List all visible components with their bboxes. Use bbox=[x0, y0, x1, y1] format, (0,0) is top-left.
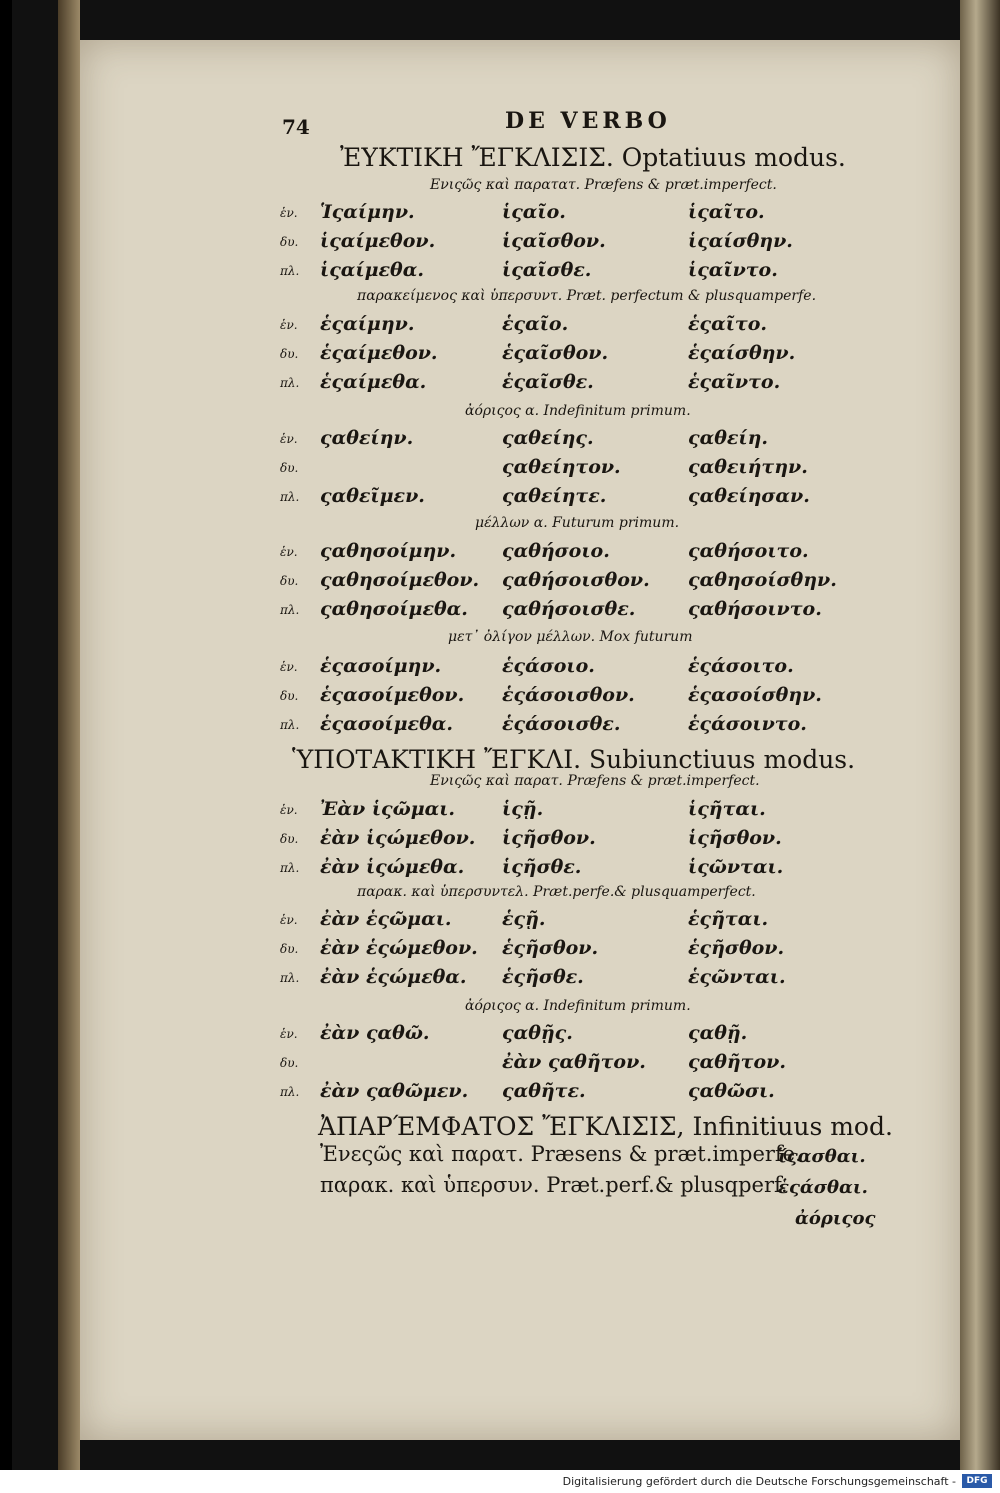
optative-row-label: ἑν. bbox=[280, 206, 298, 220]
subjunctive-form-cell: ἱςῶνται. bbox=[688, 856, 784, 878]
optative-form-cell: ἑςασοίμεθα. bbox=[320, 713, 453, 735]
subjunctive-subtitle: ἀόριςος α. Indefinitum primum. bbox=[465, 998, 691, 1014]
optative-form-cell: ἱςαῖσθον. bbox=[502, 230, 606, 252]
optative-row-label: δυ. bbox=[280, 347, 299, 361]
optative-row-label: δυ. bbox=[280, 574, 299, 588]
subjunctive-form-cell: ςαθῇς. bbox=[502, 1022, 573, 1044]
optative-row-label: πλ. bbox=[280, 264, 300, 278]
optative-form-cell: ςαθήσοιτο. bbox=[688, 540, 809, 562]
optative-form-cell: ἑςαῖντο. bbox=[688, 371, 781, 393]
optative-form-cell: ςαθήσοισθε. bbox=[502, 598, 636, 620]
optative-subtitle: Ενιςῶς καὶ παρατατ. Præfens & præt.imperfect. bbox=[430, 177, 777, 193]
optative-row-label: ἑν. bbox=[280, 545, 298, 559]
optative-form-cell: ςαθησοίμην. bbox=[320, 540, 457, 562]
optative-form-cell: ἑςαῖσθον. bbox=[502, 342, 609, 364]
optative-form-cell: ἑςαῖσθε. bbox=[502, 371, 594, 393]
optative-form-cell: ἑςάσοιο. bbox=[502, 655, 595, 677]
optative-form-cell: ἑςάσοιτο. bbox=[688, 655, 794, 677]
subjunctive-row-label: δυ. bbox=[280, 942, 299, 956]
optative-form-cell: ἱςαῖσθε. bbox=[502, 259, 592, 281]
page-number: 74 bbox=[282, 115, 310, 139]
optative-row-label: ἑν. bbox=[280, 432, 298, 446]
subjunctive-form-cell: ἱςῆσθον. bbox=[502, 827, 596, 849]
optative-form-cell: ςαθήσοιντο. bbox=[688, 598, 822, 620]
optative-form-cell: ςαθείης. bbox=[502, 427, 594, 449]
subjunctive-form-cell: ἑςῆται. bbox=[688, 908, 769, 930]
optative-form-cell: ςαθειήτην. bbox=[688, 456, 808, 478]
optative-form-cell: ἱςαίμεθα. bbox=[320, 259, 424, 281]
subjunctive-subtitle: Ενιςῶς καὶ παρατ. Præfens & præt.imperfect. bbox=[430, 773, 760, 789]
subjunctive-form-cell: ἐὰν ἑςῶμαι. bbox=[320, 908, 452, 930]
optative-form-cell: ςαθήσοισθον. bbox=[502, 569, 650, 591]
infinitive-present-value: ἵςασθαι. bbox=[778, 1146, 866, 1167]
subjunctive-form-cell: ἱςῆσθε. bbox=[502, 856, 582, 878]
subjunctive-row-label: δυ. bbox=[280, 832, 299, 846]
subjunctive-form-cell: ἱςῇ. bbox=[502, 798, 544, 820]
subjunctive-form-cell: ἑςῆσθε. bbox=[502, 966, 584, 988]
subjunctive-form-cell: ἐὰν ἑςώμεθα. bbox=[320, 966, 467, 988]
subjunctive-row-label: πλ. bbox=[280, 1085, 300, 1099]
optative-form-cell: ςαθησοίμεθα. bbox=[320, 598, 468, 620]
subjunctive-form-cell: ἐὰν ςαθῆτον. bbox=[502, 1051, 646, 1073]
optative-form-cell: ἱςαίσθην. bbox=[688, 230, 793, 252]
optative-row-label: δυ. bbox=[280, 461, 299, 475]
infinitive-title: ἈΠΑΡΈΜΦΑΤΟΣ ἜΓΚΛΙΣΙΣ, Infinitiuus mod. bbox=[318, 1112, 893, 1141]
optative-form-cell: ἱςαῖτο. bbox=[688, 201, 765, 223]
subjunctive-form-cell: ἐὰν ςαθῶμεν. bbox=[320, 1080, 469, 1102]
subjunctive-row-label: ἑν. bbox=[280, 803, 298, 817]
optative-row-label: δυ. bbox=[280, 235, 299, 249]
subjunctive-row-label: πλ. bbox=[280, 861, 300, 875]
optative-form-cell: ἑςαίμην. bbox=[320, 313, 415, 335]
optative-row-label: πλ. bbox=[280, 376, 300, 390]
optative-row-label: πλ. bbox=[280, 490, 300, 504]
catchword: ἀόριςος bbox=[795, 1208, 876, 1229]
optative-form-cell: ςαθεῖμεν. bbox=[320, 485, 425, 507]
subjunctive-form-cell: ἑςῆσθον. bbox=[688, 937, 785, 959]
subjunctive-form-cell: ἑςῇ. bbox=[502, 908, 546, 930]
optative-form-cell: ςαθείην. bbox=[320, 427, 414, 449]
subjunctive-subtitle: παρακ. καὶ ὑπερσυντελ. Præt.perfe.& plusquamperfect. bbox=[357, 884, 756, 900]
book-spine bbox=[58, 0, 80, 1470]
optative-row-label: ἑν. bbox=[280, 660, 298, 674]
optative-subtitle: μετ᾽ ὀλίγον μέλλων. Mox futurum bbox=[448, 629, 693, 645]
subjunctive-form-cell: ςαθῇ. bbox=[688, 1022, 748, 1044]
subjunctive-form-cell: ἐὰν ἱςώμεθα. bbox=[320, 856, 465, 878]
footer-text: Digitalisierung gefördert durch die Deutsche Forschungsgemeinschaft - bbox=[562, 1475, 956, 1488]
optative-form-cell: ἑςάσοισθον. bbox=[502, 684, 635, 706]
subjunctive-form-cell: ςαθῆτον. bbox=[688, 1051, 786, 1073]
subjunctive-form-cell: ἐὰν ςαθῶ. bbox=[320, 1022, 430, 1044]
optative-form-cell: ἑςαίσθην. bbox=[688, 342, 796, 364]
optative-form-cell: ἑςασοίσθην. bbox=[688, 684, 822, 706]
optative-form-cell: ἑςαίμεθον. bbox=[320, 342, 438, 364]
optative-form-cell: ἑςασοίμεθον. bbox=[320, 684, 465, 706]
optative-form-cell: ἑςαίμεθα. bbox=[320, 371, 427, 393]
subjunctive-title: ὙΠΟΤΑΚΤΙΚΗ ἜΓΚΛΙ. Subiunctiuus modus. bbox=[292, 745, 856, 774]
dfg-logo: DFG bbox=[962, 1474, 992, 1488]
footer-bar bbox=[0, 1470, 1000, 1493]
subjunctive-form-cell: ἐὰν ἑςώμεθον. bbox=[320, 937, 478, 959]
optative-form-cell: ςαθησοίσθην. bbox=[688, 569, 837, 591]
optative-form-cell: ςαθήσοιο. bbox=[502, 540, 610, 562]
optative-subtitle: παρακείμενος καὶ ὑπερσυντ. Præt. perfectum & plusquamperfe. bbox=[357, 288, 817, 304]
subjunctive-row-label: δυ. bbox=[280, 1056, 299, 1070]
optative-form-cell: ςαθείητε. bbox=[502, 485, 607, 507]
infinitive-perfect-label: παρακ. καὶ ὑπερσυν. Præt.perf.& plusqperf. bbox=[320, 1173, 788, 1197]
optative-form-cell: Ἱςαίμην. bbox=[320, 201, 415, 223]
optative-form-cell: ἑςασοίμην. bbox=[320, 655, 442, 677]
optative-row-label: πλ. bbox=[280, 603, 300, 617]
optative-form-cell: ἱςαῖντο. bbox=[688, 259, 778, 281]
running-head: DE VERBO bbox=[505, 108, 671, 134]
optative-form-cell: ςαθείησαν. bbox=[688, 485, 810, 507]
optative-form-cell: ἱςαῖο. bbox=[502, 201, 566, 223]
optative-form-cell: ςαθησοίμεθον. bbox=[320, 569, 480, 591]
subjunctive-form-cell: ἐὰν ἱςώμεθον. bbox=[320, 827, 476, 849]
optative-row-label: δυ. bbox=[280, 689, 299, 703]
optative-row-label: πλ. bbox=[280, 718, 300, 732]
subjunctive-form-cell: ἑςῶνται. bbox=[688, 966, 786, 988]
optative-form-cell: ἑςάσοισθε. bbox=[502, 713, 621, 735]
infinitive-perfect-value: ἑςάσθαι. bbox=[778, 1177, 868, 1198]
optative-subtitle: ἀόριςος α. Indefinitum primum. bbox=[465, 403, 691, 419]
subjunctive-form-cell: ἑςῆσθον. bbox=[502, 937, 599, 959]
optative-form-cell: ςαθείητον. bbox=[502, 456, 621, 478]
optative-form-cell: ςαθείη. bbox=[688, 427, 769, 449]
optative-form-cell: ἱςαίμεθον. bbox=[320, 230, 436, 252]
subjunctive-row-label: ἑν. bbox=[280, 1027, 298, 1041]
optative-row-label: ἑν. bbox=[280, 318, 298, 332]
optative-form-cell: ἑςαῖο. bbox=[502, 313, 569, 335]
subjunctive-row-label: ἑν. bbox=[280, 913, 298, 927]
subjunctive-form-cell: ἱςῆσθον. bbox=[688, 827, 782, 849]
subjunctive-row-label: πλ. bbox=[280, 971, 300, 985]
page-edge bbox=[960, 0, 1000, 1470]
optative-form-cell: ἑςαῖτο. bbox=[688, 313, 768, 335]
subjunctive-form-cell: ἱςῆται. bbox=[688, 798, 766, 820]
subjunctive-form-cell: ςαθῆτε. bbox=[502, 1080, 586, 1102]
optative-form-cell: ἑςάσοιντο. bbox=[688, 713, 807, 735]
optative-title: ἘΥΚΤΙΚΗ ἜΓΚΛΙΣΙΣ. Optatiuus modus. bbox=[340, 143, 846, 172]
subjunctive-form-cell: Ἐὰν ἱςῶμαι. bbox=[320, 798, 456, 820]
infinitive-present-label: Ἐνεςῶς καὶ παρατ. Præsens & præt.imperfe. bbox=[320, 1142, 802, 1166]
optative-subtitle: μέλλων α. Futurum primum. bbox=[475, 515, 680, 531]
subjunctive-form-cell: ςαθῶσι. bbox=[688, 1080, 775, 1102]
